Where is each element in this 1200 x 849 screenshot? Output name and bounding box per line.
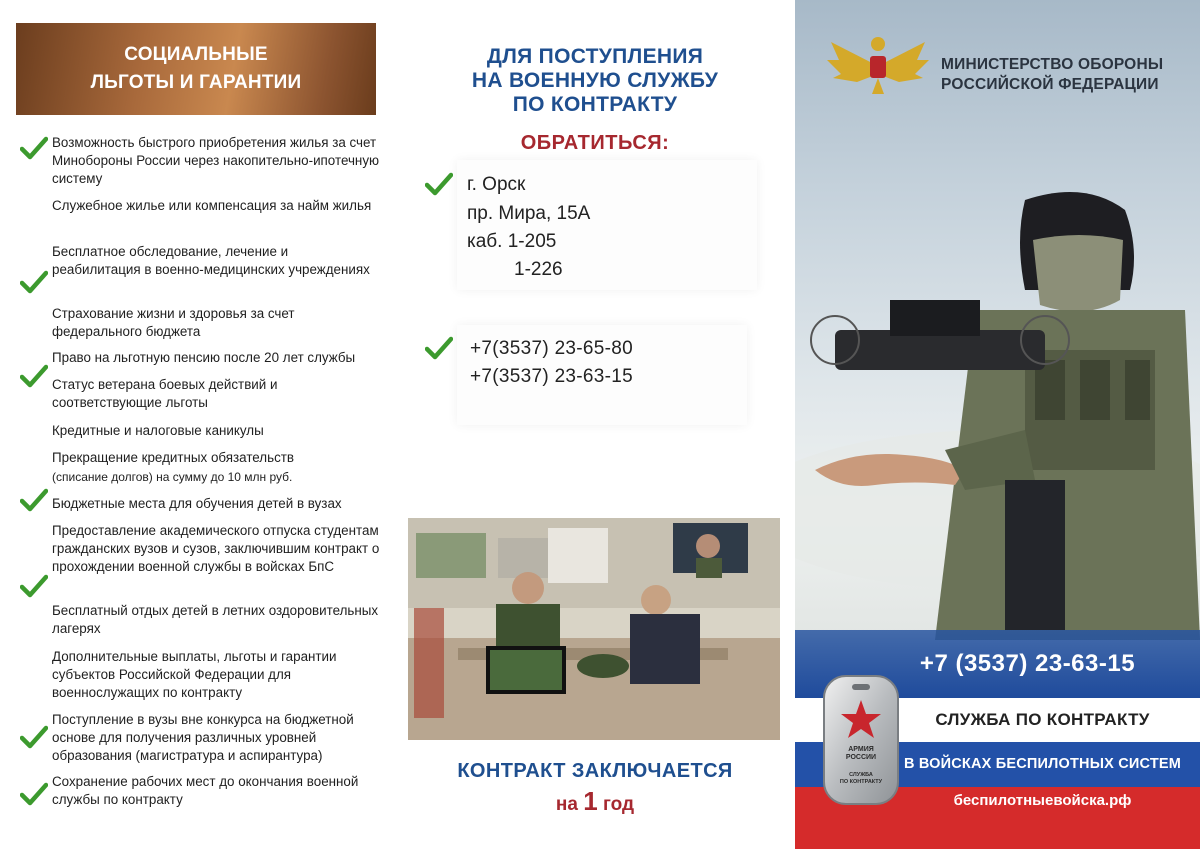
website-link[interactable]: беспилотныевойска.рф — [953, 792, 1132, 809]
dogtag-army-label: АРМИЯ РОССИИ — [845, 746, 877, 761]
benefit-item — [18, 602, 380, 638]
benefit-text: Поступление в вузы вне конкурса на бюджетной основе для получения различных уровней образования (магистратура и аспирантура) — [52, 712, 354, 763]
eagle-emblem-icon — [823, 30, 933, 102]
benefit-text: Дополнительные выплаты, льготы и гарантии субъектов Российской Федерации для военнослужащих по контракту — [52, 649, 337, 700]
check-icon — [20, 136, 48, 160]
benefit-text: Служебное жилье или компенсация за найм жилья — [52, 198, 372, 213]
benefit-item — [18, 495, 380, 513]
address-office-2: 1-226 — [514, 259, 563, 280]
contract-term — [395, 786, 795, 817]
benefit-text: Право на льготную пенсию после 20 лет службы — [52, 350, 356, 365]
benefit-text: Страхование жизни и здоровья за счет федерального бюджета — [52, 306, 295, 339]
phone-number[interactable]: +7(3537) 23-63-15 — [470, 366, 634, 387]
phone-number[interactable]: +7(3537) 23-65-80 — [470, 338, 634, 359]
benefits-banner — [16, 23, 376, 115]
dogtag-service-label: СЛУЖБА ПО КОНТРАКТУ — [839, 772, 883, 785]
benefit-text: Прекращение кредитных обязательств — [52, 450, 295, 465]
benefit-item — [18, 422, 380, 440]
apply-label: ОБРАТИТЬСЯ: — [520, 132, 670, 154]
service-subtitle: В ВОЙСКАХ БЕСПИЛОТНЫХ СИСТЕМ — [903, 756, 1182, 772]
benefit-text: (списание долгов) на сумму до 10 млн руб. — [52, 470, 293, 484]
service-title: СЛУЖБА ПО КОНТРАКТУ — [935, 710, 1150, 729]
benefit-item — [18, 711, 380, 765]
address-city: г. Орск — [467, 174, 526, 195]
benefit-item — [18, 134, 380, 188]
benefit-item — [18, 648, 380, 702]
benefit-item — [18, 468, 380, 486]
check-icon — [425, 172, 453, 196]
benefit-text: Предоставление академического отпуска студентам гражданских вузов и сузов, заключившим контракт о прохождении военной службы в войсках БпС — [52, 523, 380, 574]
benefit-text: Кредитные и налоговые каникулы — [52, 423, 264, 438]
benefit-item — [18, 305, 380, 341]
contract-title: КОНТРАКТ ЗАКЛЮЧАЕТСЯ — [457, 760, 733, 782]
benefits-title: СОЦИАЛЬНЫЕ ЛЬГОТЫ И ГАРАНТИИ — [90, 44, 302, 93]
benefit-text: Бесплатное обследование, лечение и реабилитация в военно-медицинских учреждениях — [52, 244, 370, 277]
benefit-text: Сохранение рабочих мест до окончания военной службы по контракту — [52, 774, 359, 807]
contract-prefix: на — [555, 794, 578, 815]
dogtag-badge-icon — [822, 674, 900, 806]
benefit-text: Бесплатный отдых детей в летних оздоровительных лагерях — [52, 603, 379, 636]
address-office: каб. 1-205 — [467, 231, 557, 252]
benefit-item — [18, 349, 380, 367]
check-icon — [425, 336, 453, 360]
benefit-text: Статус ветерана боевых действий и соответствующие льготы — [52, 377, 278, 410]
enlist-title: ДЛЯ ПОСТУПЛЕНИЯ НА ВОЕННУЮ СЛУЖБУ ПО КОНТРАКТУ — [471, 45, 719, 116]
contract-number: 1 — [583, 786, 598, 816]
address-street: пр. Мира, 15А — [467, 203, 591, 224]
soldier-drone-illustration — [795, 180, 1200, 640]
recruitment-photo — [408, 518, 780, 740]
benefit-item — [18, 449, 380, 467]
contract-suffix: год — [602, 794, 635, 815]
benefits-panel — [0, 0, 395, 849]
hotline-phone[interactable]: +7 (3537) 23-63-15 — [919, 650, 1136, 677]
ministry-name: МИНИСТЕРСТВО ОБОРОНЫ РОССИЙСКОЙ ФЕДЕРАЦИИ — [941, 56, 1164, 93]
contact-panel — [395, 0, 795, 849]
benefit-item — [18, 243, 380, 279]
benefit-item — [18, 773, 380, 809]
benefit-text: Возможность быстрого приобретения жилья за счет Минобороны России через накопительно-ипотечную систему — [52, 135, 380, 186]
check-icon — [20, 574, 48, 598]
benefit-text: Бюджетные места для обучения детей в вузах — [52, 496, 342, 511]
benefit-item — [18, 376, 380, 412]
cover-panel — [795, 0, 1200, 849]
benefit-item — [18, 522, 380, 576]
benefit-item — [18, 197, 380, 215]
